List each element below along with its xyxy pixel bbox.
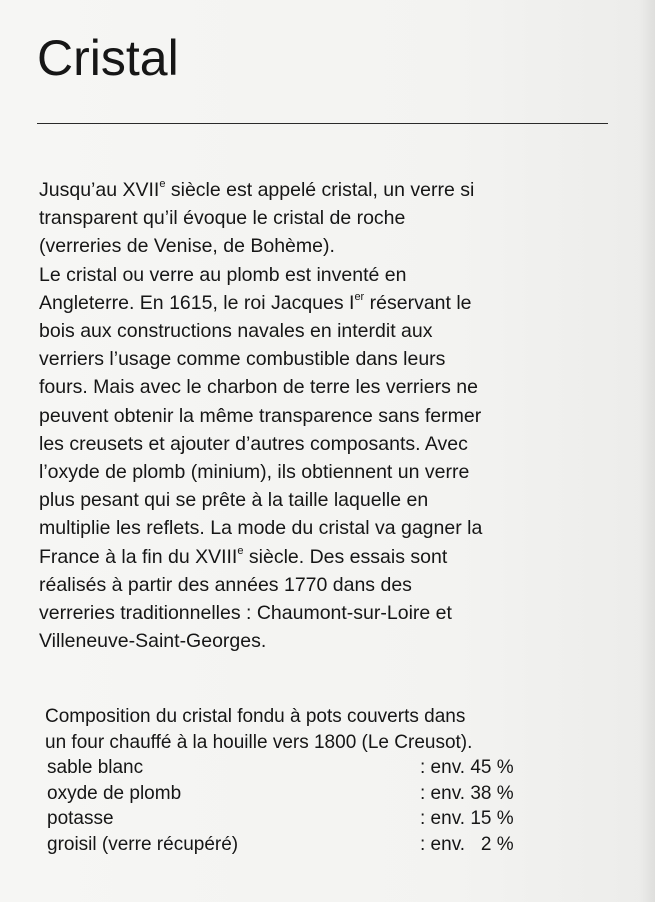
paragraph-line: Le cristal ou verre au plomb est inventé en <box>39 263 407 286</box>
ingredient-name: potasse <box>47 808 114 829</box>
title-divider <box>37 123 608 124</box>
composition-intro-line: Composition du cristal fondu à pots couverts dans <box>45 706 466 727</box>
ingredient-percentage: : env. 15 % <box>420 808 514 829</box>
paragraph-line: verreries traditionnelles : Chaumont-sur-Loire et <box>39 602 452 625</box>
paragraph-line: l’oxyde de plomb (minium), ils obtiennent un verre <box>39 461 470 484</box>
composition-row <box>45 781 605 807</box>
paragraph-line: peuvent obtenir la même transparence sans fermer <box>39 404 482 427</box>
paragraph-line: les creusets et ajouter d’autres composants. Avec <box>39 432 468 455</box>
paragraph-line: multiplie les reflets. La mode du cristal va gagner la <box>39 517 483 540</box>
ingredient-name: sable blanc <box>47 757 144 778</box>
ingredient-percentage: : env. 2 % <box>420 833 514 855</box>
paragraph-line: (verreries de Venise, de Bohème). <box>39 235 335 258</box>
composition-row <box>45 806 605 832</box>
composition-row <box>45 832 605 858</box>
paragraph-line: France à la fin du XVIIIe siècle. Des essais sont <box>39 544 448 568</box>
paragraph-line: transparent qu’il évoque le cristal de roche <box>39 207 406 230</box>
composition-row <box>45 755 605 781</box>
paragraph-line: Villeneuve-Saint-Georges. <box>39 630 267 653</box>
ingredient-name: groisil (verre récupéré) <box>47 833 239 855</box>
page-title: Cristal <box>37 30 179 86</box>
paragraph-line: réalisés à partir des années 1770 dans des <box>39 573 412 596</box>
composition-section <box>45 704 605 857</box>
paragraph-line: fours. Mais avec le charbon de terre les verriers ne <box>39 376 478 399</box>
panel-edge-shadow <box>639 0 655 902</box>
paragraph-line: bois aux constructions navales en interdit aux <box>39 320 433 343</box>
paragraph-line: Angleterre. En 1615, le roi Jacques Ier réservant le <box>39 290 472 314</box>
composition-intro-line: un four chauffé à la houille vers 1800 (Le Creusot). <box>45 731 473 753</box>
ingredient-name: oxyde de plomb <box>47 782 182 804</box>
paragraph-line: plus pesant qui se prête à la taille laquelle en <box>39 489 429 512</box>
paragraph-line: verriers l’usage comme combustible dans leurs <box>39 348 446 371</box>
ingredient-percentage: : env. 45 % <box>420 757 514 778</box>
paragraph-line: Jusqu’au XVIIe siècle est appelé cristal, un verre si <box>39 178 475 201</box>
history-paragraph <box>39 176 629 655</box>
ingredient-percentage: : env. 38 % <box>420 782 514 804</box>
